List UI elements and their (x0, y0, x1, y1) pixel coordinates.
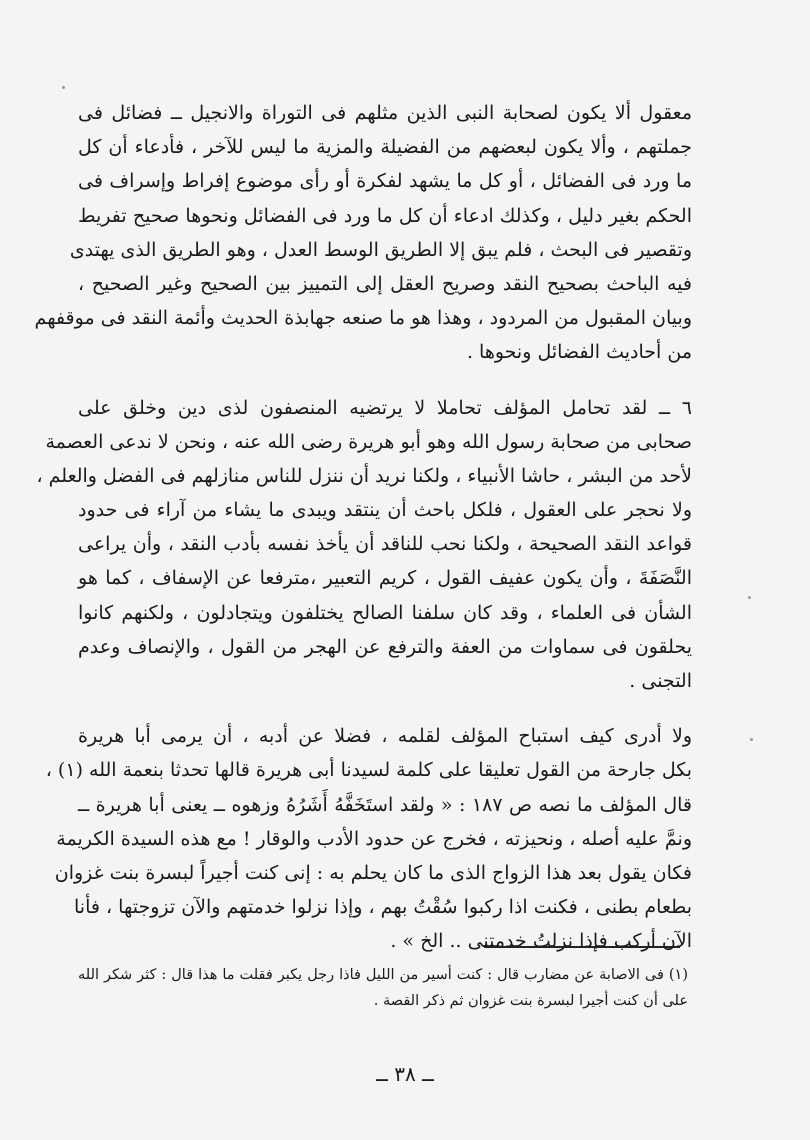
scan-speck (748, 596, 751, 599)
text-line: جملتهم ، وألا يكون لبعضهم من الفضيلة والمزية ما ليس للآخر ، فأدعاء أن كل (78, 136, 692, 159)
text-line: فيه الباحث بصحيح النقد وصريح العقل إلى التمييز بين الصحيح وغير الصحيح ، (78, 272, 692, 295)
text-line: الشأن فى العلماء ، وقد كان سلفنا الصالح يختلفون ويتجادلون ، ولكنهم كانوا (78, 601, 692, 624)
text-line: ولا نحجر على العقول ، فلكل باحث أن ينتقد ويبدى ما يشاء من آراء فى حدود (78, 499, 692, 522)
text-line: صحابى من صحابة رسول الله وهو أبو هريرة رضى الله عنه ، ونحن لا ندعى العصمة (45, 430, 692, 453)
text-line: ونمَّ عليه أصله ، ونحيزته ، فخرج عن حدود الأدب والوقار ! مع هذه السيدة الكريمة (56, 827, 692, 850)
footnote-divider (484, 946, 680, 948)
main-text (34, 96, 693, 959)
scan-speck (750, 738, 753, 741)
text-line: لأحد من البشر ، حاشا الأنبياء ، ولكنا نريد أن ننزل للناس منازلهم فى الفضل والعلم ، (36, 464, 692, 487)
text-line: بكل جارحة من القول تعليقا على كلمة لسيدنا أبى هريرة قالها تحدثا بنعمة الله (١) ، (45, 759, 692, 782)
scan-speck (62, 86, 65, 89)
text-line: بطعام بطنى ، فكنت اذا ركبوا سُقْتُ بهم ، وإذا نزلوا خدمتهم والآن تزوجتها ، فأنا (74, 896, 692, 919)
footnote-line: على أن كنت أجيرا لبسرة بنت غزوان ثم ذكر القصة . (373, 993, 688, 1009)
page-number: ــ ٣٨ ــ (376, 1062, 434, 1086)
paragraph-3 (45, 719, 693, 958)
text-line: معقول ألا يكون لصحابة النبى الذين مثلهم فى التوراة والانجيل ــ فضائل فى (78, 102, 692, 124)
text-line: فكان يقول بعد هذا الزواج الذى ما كان يحلم به : إنى كنت أجيراً لبسرة بنت غزوان (54, 861, 692, 884)
paragraph-1 (34, 96, 693, 370)
text-line: من أحاديث الفضائل ونحوها . (466, 341, 692, 364)
footnote-line: (١) فى الاصابة عن مضارب قال : كنت أسير من الليل فاذا رجل يكبر فقلت ما هذا قال : كثر شكر الله (78, 967, 688, 983)
text-line: قواعد النقد الصحيحة ، ولكنا نحب للناقد أن يأخذ نفسه بأدب النقد ، وأن يراعى (78, 533, 692, 556)
text-line: ٦ ــ لقد تحامل المؤلف تحاملا لا يرتضيه المنصفون لذى دين وخلق على (78, 396, 692, 419)
text-line: النَّصَفَةَ ، وأن يكون عفيف القول ، كريم التعبير ،مترفعا عن الإسفاف ، كما هو (78, 567, 692, 590)
text-line: الحكم بغير دليل ، وكذلك ادعاء أن كل ما ورد فى الفضائل ونحوها صحيح تفريط (78, 204, 692, 227)
text-line: قال المؤلف ما نصه ص ١٨٧ : « ولقد استَخَفَّهُ أَشَرُهُ وزهوه ــ يعنى أبا هريرة ــ (78, 793, 693, 816)
text-line: وبيان المقبول من المردود ، وهذا هو ما صنعه جهابذة الحديث وأئمة النقد فى موقفهم (34, 307, 692, 330)
text-line: وتقصير فى البحث ، فلم يبق إلا الطريق الوسط العدل ، وهو الطريق الذى يهتدى (69, 238, 692, 261)
paragraph-2 (36, 391, 692, 699)
text-line: ما ورد فى الفضائل ، أو كل ما يشهد لفكرة أو رأى موضوع إفراط وإسراف فى (78, 170, 693, 193)
text-line: الآن أركب فإذا نزلتُ خدمتنى .. الخ » . (390, 930, 692, 953)
text-line: ولا أدرى كيف استباح المؤلف لقلمه ، فضلا عن أدبه ، أن يرمى أبا هريرة (78, 725, 692, 748)
text-line: يحلقون فى سماوات من العفة والترفع عن الهجر من القول ، والإنصاف وعدم (78, 635, 692, 658)
text-line: التجنى . (629, 670, 692, 692)
footnotes (78, 962, 688, 1014)
